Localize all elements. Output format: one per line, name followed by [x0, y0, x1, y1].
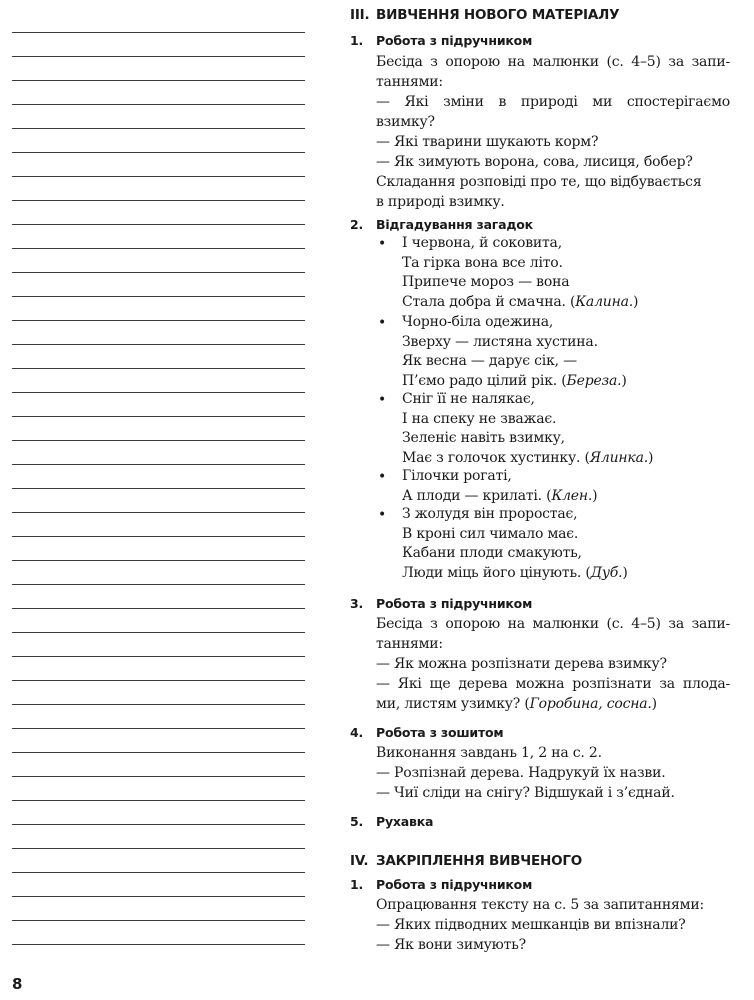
answer-text: Горобина, сосна. — [529, 696, 652, 712]
writing-line — [12, 824, 305, 825]
riddle-line: Кабани плоди смакують, — [402, 545, 582, 561]
subsection-number: 2. — [350, 217, 364, 232]
riddle-line: Сніг її не налякає, — [402, 391, 535, 407]
section-number: IV. — [350, 853, 369, 869]
riddle-line: Стала добра й смачна. (Калина.) — [402, 293, 639, 310]
text-line: — Чиї сліди на снігу? Відшукай і з’єднай. — [376, 785, 675, 801]
riddle-line: Гілочки рогаті, — [402, 468, 512, 484]
writing-line — [12, 248, 305, 249]
writing-line — [12, 776, 305, 777]
subsection-number: 3. — [350, 596, 364, 611]
writing-line — [12, 920, 305, 921]
writing-line — [12, 176, 305, 177]
bullet-marker: • — [378, 469, 387, 485]
writing-line — [12, 440, 305, 441]
bullet-marker: • — [378, 315, 387, 331]
writing-line — [12, 800, 305, 801]
riddle-line: Зверху — листяна хустина. — [402, 333, 598, 350]
subsection-body — [376, 614, 730, 714]
riddle-line: Має з голочок хустинку. (Ялинка.) — [402, 449, 654, 466]
subsection-heading — [350, 877, 532, 892]
riddle-answer: Ялинка. — [589, 449, 648, 466]
writing-line — [12, 392, 305, 393]
subsection-title: Робота з підручником — [376, 33, 533, 48]
riddle-line: Люди міць його цінують. (Дуб.) — [402, 564, 628, 581]
writing-line — [12, 584, 305, 585]
text-line: Бесіда з опорою на малюнки (с. 4–5) за запи- — [376, 616, 730, 632]
section-heading-new-material — [350, 7, 619, 23]
riddle-line: А плоди — крилаті. (Клен.) — [402, 487, 598, 504]
riddle-line: В кроні сил чимало має. — [402, 525, 579, 542]
bullet-marker: • — [378, 507, 387, 523]
text-line: — Які тварини шукають корм? — [376, 134, 599, 150]
writing-line — [12, 848, 305, 849]
subsection-heading — [350, 217, 533, 232]
writing-line — [12, 296, 305, 297]
writing-line — [12, 536, 305, 537]
text-line: — Які ще дерева можна розпізнати за плода- — [376, 676, 730, 692]
writing-line — [12, 56, 305, 57]
writing-lines — [12, 0, 307, 1000]
writing-line — [12, 416, 305, 417]
text-line: — Яких підводних мешканців ви впізнали? — [376, 917, 686, 933]
subsection-heading — [350, 33, 532, 48]
writing-line — [12, 752, 305, 753]
subsection-heading — [350, 725, 503, 740]
section-number: III. — [350, 7, 370, 23]
riddle — [402, 313, 627, 391]
bullet-marker: • — [378, 392, 387, 408]
writing-line — [12, 200, 305, 201]
text-line: взимку? — [376, 114, 435, 130]
riddle-answer: Калина. — [575, 293, 634, 310]
writing-line — [12, 608, 305, 609]
text-line: — Як вони зимують? — [376, 937, 526, 953]
subsection-title: Робота з підручником — [376, 877, 533, 892]
subsection-body — [376, 52, 730, 212]
subsection-title: Відгадування загадок — [376, 217, 533, 232]
riddle — [402, 505, 628, 583]
text-line: — Як зимують ворона, сова, лисиця, бобер? — [376, 154, 693, 170]
riddle-line: І на спеку не зважає. — [402, 410, 557, 427]
text-line: — Які зміни в природі ми спостерігаємо — [376, 94, 730, 110]
riddle-line: Чорно-біла одежина, — [402, 314, 554, 330]
writing-line — [12, 872, 305, 873]
writing-line — [12, 728, 305, 729]
section-title: ВИВЧЕННЯ НОВОГО МАТЕРІАЛУ — [376, 7, 620, 23]
writing-line — [12, 128, 305, 129]
subsection-title: Робота з підручником — [376, 596, 533, 611]
bullet-marker: • — [378, 236, 387, 252]
writing-line — [12, 368, 305, 369]
subsection-body — [376, 895, 730, 955]
text-line: таннями: — [376, 636, 443, 652]
riddle-line: Зеленіє навіть взимку, — [402, 430, 565, 446]
writing-line — [12, 272, 305, 273]
subsection-title: Рухавка — [376, 814, 434, 829]
writing-line — [12, 32, 305, 33]
writing-line — [12, 656, 305, 657]
riddle — [402, 390, 653, 468]
text-line: Складання розповіді про те, що відбувається — [376, 174, 702, 190]
section-heading-consolidation — [350, 853, 582, 869]
riddle-line: П’ємо радо цілий рік. (Береза.) — [402, 372, 627, 389]
text-line: — Як можна розпізнати дерева взимку? — [376, 656, 667, 672]
writing-line — [12, 488, 305, 489]
writing-line — [12, 704, 305, 705]
writing-line — [12, 104, 305, 105]
riddle-answer: Дуб. — [590, 564, 623, 581]
subsection-number: 5. — [350, 814, 364, 829]
writing-line — [12, 632, 305, 633]
writing-line — [12, 344, 305, 345]
riddle-line: Та гірка вона все літо. — [402, 254, 563, 271]
writing-line — [12, 512, 305, 513]
riddle — [402, 467, 597, 506]
riddle-line: Як весна — дарує сік, — — [402, 353, 577, 369]
text-line: таннями: — [376, 74, 443, 90]
text-line: в природі взимку. — [376, 194, 505, 210]
writing-line — [12, 80, 305, 81]
riddle-answer: Клен. — [551, 487, 593, 504]
subsection-number: 1. — [350, 877, 364, 892]
writing-line — [12, 224, 305, 225]
riddle-line: І червона, й соковита, — [402, 235, 562, 251]
text-line: Опрацювання тексту на с. 5 за запитаннями: — [376, 897, 704, 913]
text-line: Бесіда з опорою на малюнки (с. 4–5) за запи- — [376, 54, 730, 70]
subsection-body — [376, 743, 730, 803]
subsection-heading — [350, 596, 532, 611]
writing-line — [12, 896, 305, 897]
subsection-title: Робота з зошитом — [376, 725, 504, 740]
writing-line — [12, 464, 305, 465]
subsection-number: 4. — [350, 725, 364, 740]
riddle-line: Припече мороз — вона — [402, 274, 570, 290]
writing-line — [12, 944, 305, 945]
writing-line — [12, 680, 305, 681]
riddle-line: З жолудя він проростає, — [402, 506, 578, 522]
text-line: Виконання завдань 1, 2 на с. 2. — [376, 745, 602, 761]
riddle-answer: Береза. — [566, 372, 622, 389]
page-number: 8 — [12, 975, 23, 993]
writing-line — [12, 320, 305, 321]
subsection-heading — [350, 814, 433, 829]
text-line: ми, листям узимку? (Горобина, сосна.) — [376, 696, 657, 712]
section-title: ЗАКРІПЛЕННЯ ВИВЧЕНОГО — [376, 853, 583, 869]
subsection-number: 1. — [350, 33, 364, 48]
writing-line — [12, 152, 305, 153]
text-line: — Розпізнай дерева. Надрукуй їх назви. — [376, 765, 666, 781]
riddle — [402, 234, 638, 312]
writing-line — [12, 560, 305, 561]
